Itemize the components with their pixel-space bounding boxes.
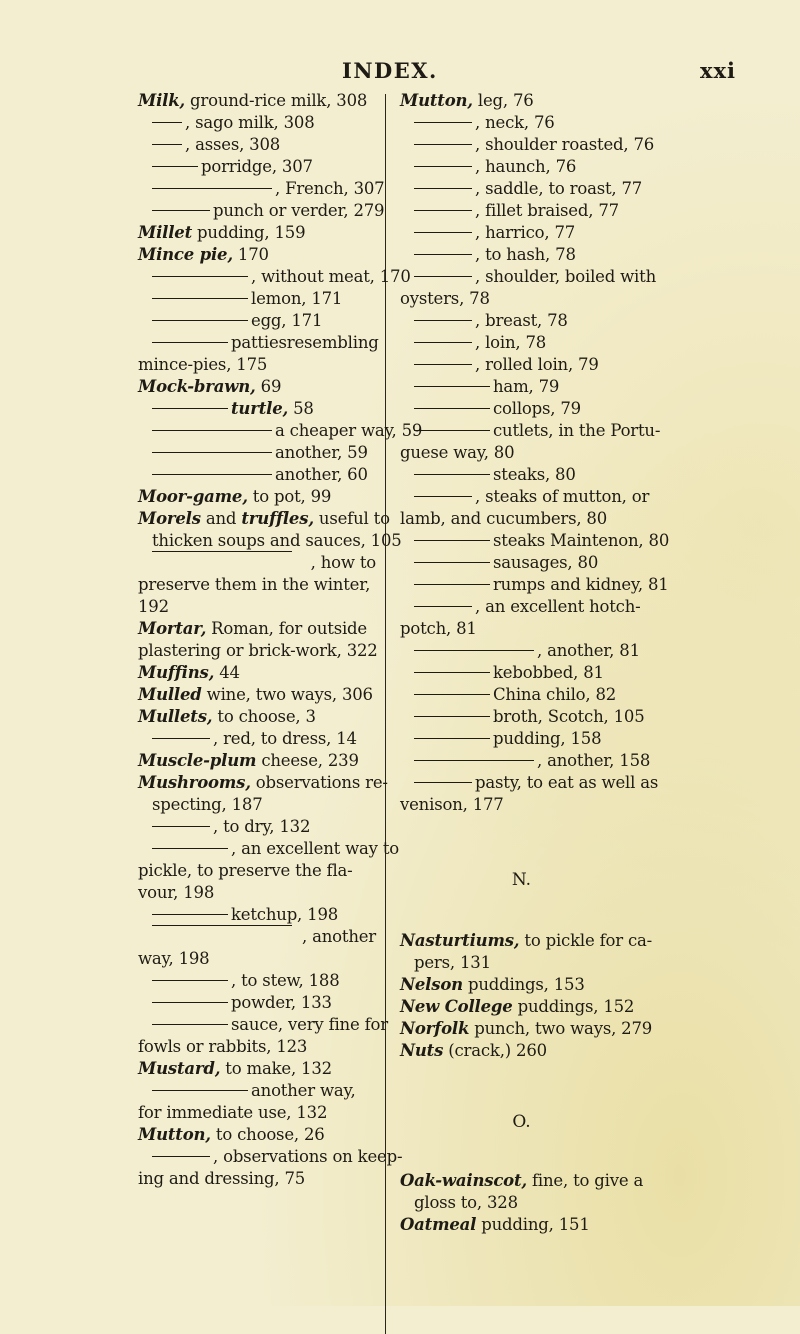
- index-entry: , French, 307: [138, 178, 376, 200]
- index-entry: , loin, 78: [400, 332, 643, 354]
- index-entry: sausages, 80: [400, 552, 643, 574]
- index-entry: Morels and truffles, useful to: [138, 509, 390, 528]
- index-entry: broth, Scotch, 105: [400, 706, 643, 728]
- index-entry: Mustard, to make, 132: [138, 1059, 332, 1078]
- running-header: INDEX.: [342, 58, 438, 83]
- section-letter-n: N.: [511, 870, 532, 890]
- index-entry: , haunch, 76: [400, 156, 643, 178]
- index-entry: , how to: [138, 552, 376, 574]
- index-entry: pickle, to preserve the fla-: [138, 861, 353, 880]
- index-entry: , fillet braised, 77: [400, 200, 643, 222]
- index-entry: Moor-game, to pot, 99: [138, 487, 332, 506]
- index-entry: , shoulder roasted, 76: [400, 134, 643, 156]
- index-entry: cutlets, in the Portu-: [400, 420, 643, 442]
- index-entry: , steaks of mutton, or: [400, 486, 643, 508]
- index-entry: China chilo, 82: [400, 684, 643, 706]
- index-entry: , saddle, to roast, 77: [400, 178, 643, 200]
- index-entry: , red, to dress, 14: [138, 728, 376, 750]
- index-entry: , neck, 76: [400, 112, 643, 134]
- index-entry: another, 59: [138, 442, 376, 464]
- index-entry: New College puddings, 152: [400, 997, 635, 1016]
- index-entry: preserve them in the winter,: [138, 575, 371, 594]
- index-entry: Nasturtiums, to pickle for ca-: [400, 931, 653, 950]
- index-entry: ketchup, 198: [138, 904, 376, 926]
- index-entry: fowls or rabbits, 123: [138, 1037, 308, 1056]
- index-entry: , another, 81: [400, 640, 643, 662]
- index-entry: for immediate use, 132: [138, 1103, 328, 1122]
- index-entry: porridge, 307: [138, 156, 376, 178]
- index-column-right: [400, 90, 670, 1236]
- index-entry: potch, 81: [400, 619, 477, 638]
- index-entry: , sago milk, 308: [138, 112, 376, 134]
- index-entry: lamb, and cucumbers, 80: [400, 509, 608, 528]
- index-entry: , shoulder, boiled with: [400, 266, 643, 288]
- index-entry: Muffins, 44: [138, 663, 240, 682]
- index-entry: mince-pies, 175: [138, 355, 268, 374]
- index-entry: vour, 198: [138, 883, 215, 902]
- index-entry: Mutton, to choose, 26: [138, 1125, 325, 1144]
- index-entry: , an excellent hotch-: [400, 596, 643, 618]
- index-entry: , harrico, 77: [400, 222, 643, 244]
- index-entry: , without meat, 170: [138, 266, 376, 288]
- index-entry: gloss to, 328: [414, 1193, 518, 1212]
- index-entry: Mushrooms, observations re-: [138, 773, 388, 792]
- index-entry: Milk, ground-rice milk, 308: [138, 91, 368, 110]
- page-number: xxi: [700, 58, 737, 83]
- index-entry: ing and dressing, 75: [138, 1169, 306, 1188]
- index-entry: Nelson puddings, 153: [400, 975, 585, 994]
- index-entry: Norfolk punch, two ways, 279: [400, 1019, 653, 1038]
- index-entry: turtle, 58: [138, 398, 376, 420]
- index-entry: Mullets, to choose, 3: [138, 707, 316, 726]
- index-entry: , asses, 308: [138, 134, 376, 156]
- index-entry: , to dry, 132: [138, 816, 376, 838]
- index-entry: Oatmeal pudding, 151: [400, 1215, 590, 1234]
- index-entry: Oak-wainscot, fine, to give a: [400, 1171, 644, 1190]
- index-entry: , an excellent way to: [138, 838, 376, 860]
- index-entry: guese way, 80: [400, 443, 515, 462]
- index-entry: Mortar, Roman, for outside: [138, 619, 367, 638]
- index-column-left: [138, 90, 423, 1190]
- index-entry: 192: [138, 597, 169, 616]
- index-entry: pers, 131: [414, 953, 491, 972]
- index-entry: another, 60: [138, 464, 376, 486]
- index-entry: , rolled loin, 79: [400, 354, 643, 376]
- index-entry: Mulled wine, two ways, 306: [138, 685, 373, 704]
- index-entry: Mince pie, 170: [138, 245, 269, 264]
- index-entry: another way,: [138, 1080, 376, 1102]
- index-entry: Millet pudding, 159: [138, 223, 306, 242]
- index-entry: way, 198: [138, 949, 210, 968]
- index-entry: steaks Maintenon, 80: [400, 530, 643, 552]
- index-entry: specting, 187: [152, 795, 263, 814]
- index-entry: punch or verder, 279: [138, 200, 376, 222]
- index-entry: a cheaper way, 59: [138, 420, 376, 442]
- index-entry: , observations on keep-: [138, 1146, 376, 1168]
- index-entry: , breast, 78: [400, 310, 643, 332]
- index-entry: plastering or brick-work, 322: [138, 641, 378, 660]
- index-entry: ham, 79: [400, 376, 643, 398]
- index-entry: venison, 177: [400, 795, 504, 814]
- section-letter-o: O.: [512, 1112, 531, 1132]
- index-entry: lemon, 171: [138, 288, 376, 310]
- index-entry: Muscle-plum cheese, 239: [138, 751, 359, 770]
- index-entry: patties resembling: [138, 332, 376, 354]
- index-entry: kebobbed, 81: [400, 662, 643, 684]
- index-entry: , another, 158: [400, 750, 643, 772]
- index-entry: thicken soups and sauces, 105: [152, 531, 402, 550]
- index-entry: , another: [138, 926, 376, 948]
- index-entry: pasty, to eat as well as: [400, 772, 643, 794]
- index-entry: , to stew, 188: [138, 970, 376, 992]
- index-entry: oysters, 78: [400, 289, 490, 308]
- index-entry: pudding, 158: [400, 728, 643, 750]
- index-entry: , to hash, 78: [400, 244, 643, 266]
- index-entry: rumps and kidney, 81: [400, 574, 643, 596]
- index-entry: Mutton, leg, 76: [400, 91, 534, 110]
- index-entry: sauce, very fine for: [138, 1014, 376, 1036]
- index-entry: Nuts (crack,) 260: [400, 1041, 547, 1060]
- index-entry: collops, 79: [400, 398, 643, 420]
- index-entry: steaks, 80: [400, 464, 643, 486]
- index-entry: egg, 171: [138, 310, 376, 332]
- index-entry: powder, 133: [138, 992, 376, 1014]
- index-entry: Mock-brawn, 69: [138, 377, 282, 396]
